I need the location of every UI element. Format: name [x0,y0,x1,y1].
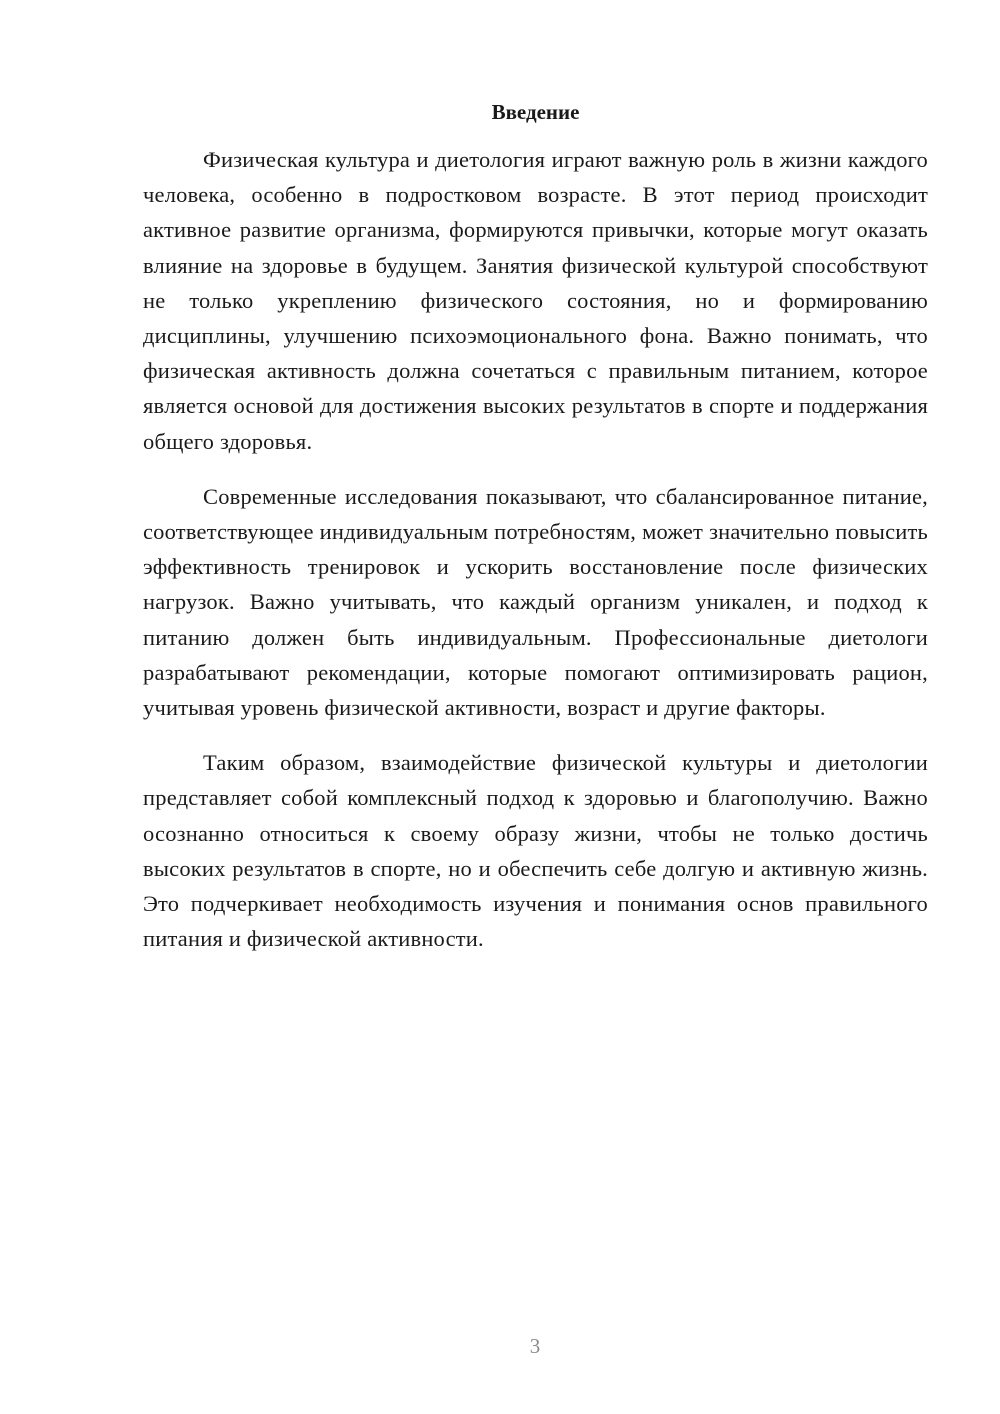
paragraph-2: Современные исследования показывают, что сбалансированное питание, соответствующее индивидуальным потребностям, может значительно повысить эффективность тренировок и ускорить восстановление после физических нагрузок. Важно учитывать, что каждый организм уникален, и подход к питанию должен быть индивидуальным. Профессиональные диетологи разрабатывают рекомендации, которые помогают оптимизировать рацион, учитывая уровень физической активности, возраст и другие факторы. [143,483,928,721]
paragraph-1: Физическая культура и диетология играют важную роль в жизни каждого человека, особенно в подростковом возрасте. В этот период происходит активное развитие организма, формируются привычки, которые могут оказать влияние на здоровье в будущем. Занятия физической культурой способствуют не только укреплению физического состояния, но и формированию дисциплины, улучшению психоэмоционального фона. Важно понимать, что физическая активность должна сочетаться с правильным питанием, которое является основой для достижения высоких результатов в спорте и поддержания общего здоровья. [143,147,928,454]
page-content [143,98,928,976]
page-heading: Введение [491,100,580,124]
paragraph-3: Таким образом, взаимодействие физической культуры и диетологии представляет собой комплексный подход к здоровью и благополучию. Важно осознанно относиться к своему образу жизни, чтобы не только достичь высоких результатов в спорте, но и обеспечить себе долгую и активную жизнь. Это подчеркивает необходимость изучения и понимания основ правильного питания и физической активности. [143,750,928,952]
page-number: 3 [529,1334,541,1358]
